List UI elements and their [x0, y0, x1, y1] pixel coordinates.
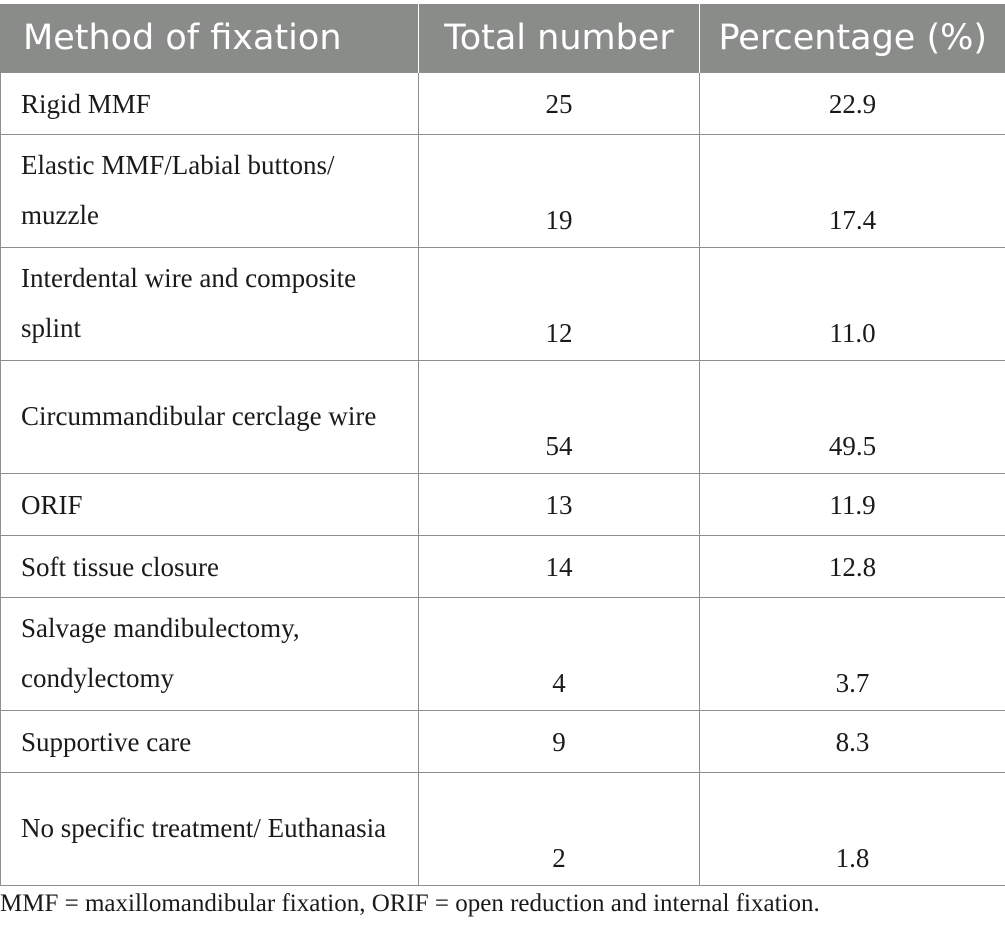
cell-method: Salvage mandibulectomy, condylectomy: [1, 598, 419, 711]
table-row: [1, 773, 1005, 886]
table-row: [1, 135, 1005, 248]
table-row: [1, 248, 1005, 361]
cell-percentage: 11.0: [700, 248, 1005, 361]
cell-method: No specific treatment/ Euthanasia: [1, 773, 419, 886]
table-row: [1, 711, 1005, 773]
cell-percentage: 22.9: [700, 73, 1005, 135]
fixation-methods-table: [0, 4, 1005, 886]
cell-method: Circummandibular cerclage wire: [1, 361, 419, 474]
cell-total: 12: [419, 248, 700, 361]
cell-total: 54: [419, 361, 700, 474]
table-row: [1, 361, 1005, 474]
cell-method: Interdental wire and composite splint: [1, 248, 419, 361]
cell-method: Rigid MMF: [1, 73, 419, 135]
cell-total: 14: [419, 536, 700, 598]
table-row: [1, 73, 1005, 135]
cell-total: 2: [419, 773, 700, 886]
cell-total: 9: [419, 711, 700, 773]
cell-total: 13: [419, 474, 700, 536]
header-total-number: Total number: [419, 4, 700, 73]
cell-total: 4: [419, 598, 700, 711]
cell-method: ORIF: [1, 474, 419, 536]
cell-percentage: 17.4: [700, 135, 1005, 248]
header-method: Method of fixation: [1, 4, 419, 73]
cell-percentage: 11.9: [700, 474, 1005, 536]
cell-total: 25: [419, 73, 700, 135]
cell-method: Supportive care: [1, 711, 419, 773]
cell-total: 19: [419, 135, 700, 248]
table-row: [1, 598, 1005, 711]
cell-percentage: 1.8: [700, 773, 1005, 886]
cell-percentage: 3.7: [700, 598, 1005, 711]
table-header-row: [1, 4, 1005, 73]
cell-method: Soft tissue closure: [1, 536, 419, 598]
cell-method: Elastic MMF/Labial buttons/ muzzle: [1, 135, 419, 248]
cell-percentage: 8.3: [700, 711, 1005, 773]
table-row: [1, 536, 1005, 598]
cell-percentage: 12.8: [700, 536, 1005, 598]
cell-percentage: 49.5: [700, 361, 1005, 474]
header-percentage: Percentage (%): [700, 4, 1005, 73]
table-footnote: MMF = maxillomandibular fixation, ORIF = open reduction and internal fixation.: [0, 890, 820, 917]
table-row: [1, 474, 1005, 536]
